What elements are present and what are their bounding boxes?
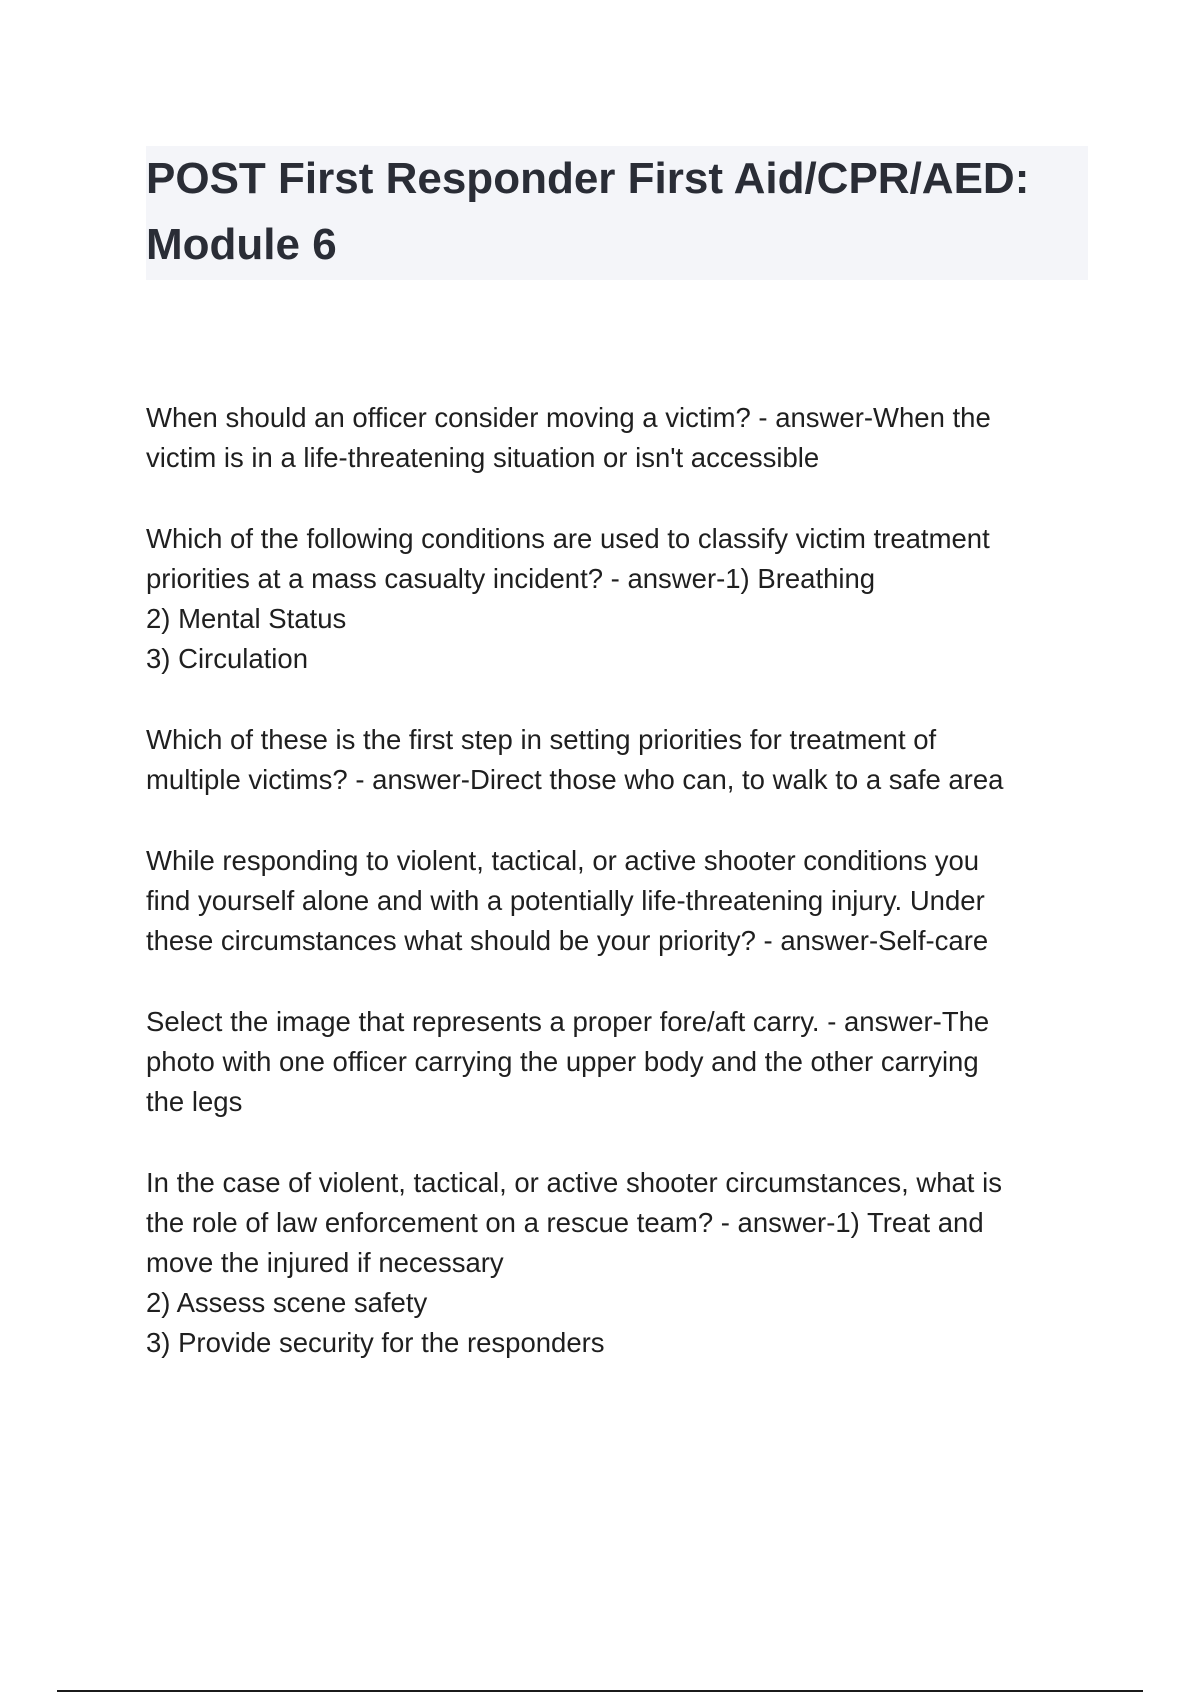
page-title: POST First Responder First Aid/CPR/AED: Module 6	[146, 154, 1030, 269]
footer-divider	[57, 1690, 1143, 1692]
qa-list	[146, 398, 1096, 1404]
qa-item-5: Select the image that represents a proper fore/aft carry. - answer-The photo with one officer carrying the upper body and the other carrying the legs	[146, 1006, 990, 1117]
qa-item-2: Which of the following conditions are used to classify victim treatment priorities at a mass casualty incident? - answer-1) Breathing 2) Mental Status 3) Circulation	[146, 523, 990, 674]
qa-item-6: In the case of violent, tactical, or active shooter circumstances, what is the role of law enforcement on a rescue team? - answer-1) Treat and move the injured if necessary 2) Assess scene safety 3) Provide security for the responders	[146, 1167, 1002, 1358]
qa-item-4: While responding to violent, tactical, or active shooter conditions you find yourself alone and with a potentially life-threatening injury. Under these circumstances what should be your priority? - answer-Self-care	[146, 845, 989, 956]
title-banner	[146, 146, 1088, 280]
qa-item-1: When should an officer consider moving a victim? - answer-When the victim is in a life-threatening situation or isn't accessible	[146, 402, 991, 473]
qa-item-3: Which of these is the first step in setting priorities for treatment of multiple victims? - answer-Direct those who can, to walk to a safe area	[146, 724, 1004, 795]
